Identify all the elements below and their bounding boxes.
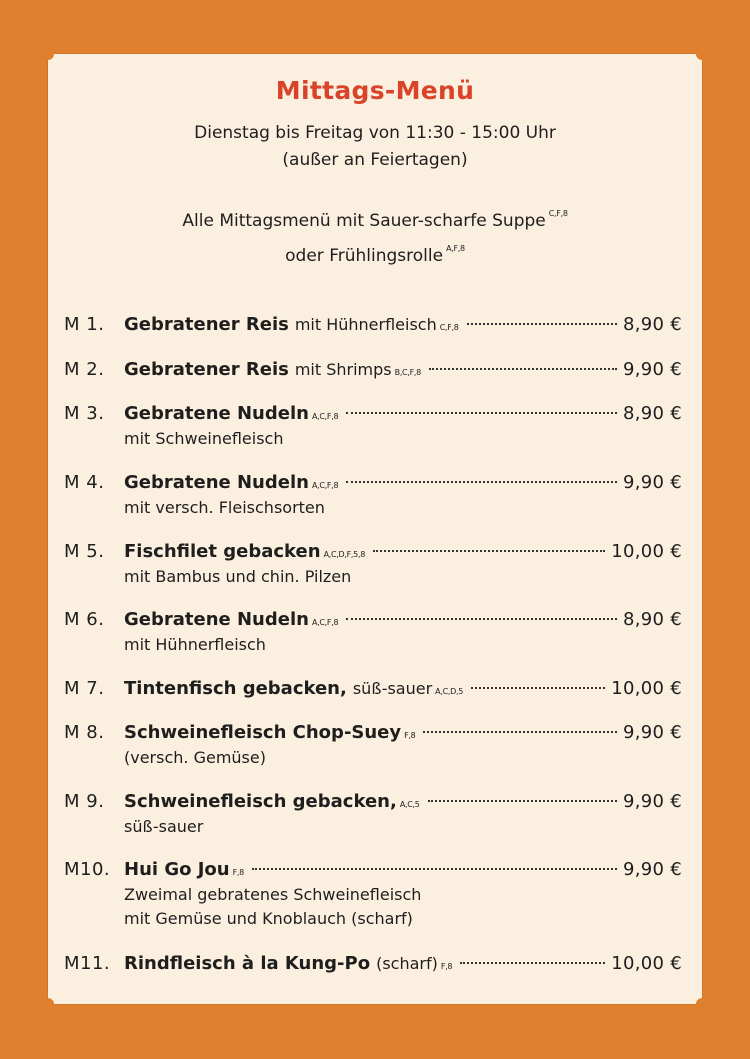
item-price: 9,90 € [622, 859, 682, 880]
item-main-line [124, 401, 682, 427]
item-description [124, 746, 266, 770]
item-main-line [124, 357, 682, 383]
includes-soup-text: Alle Mittagsmenü mit Sauer-scharfe Suppe [182, 211, 546, 231]
item-price: 10,00 € [611, 541, 682, 562]
item-description [124, 496, 325, 520]
menu-item [48, 401, 702, 461]
item-description [124, 633, 266, 657]
item-number: M 8. [64, 722, 105, 743]
item-number: M 2. [64, 359, 105, 380]
includes-springroll-line [48, 235, 702, 270]
dot-leader [467, 323, 617, 325]
item-name: Gebratene Nudeln [124, 609, 309, 630]
item-number: M 6. [64, 609, 105, 630]
item-name: Hui Go Jou [124, 859, 230, 880]
item-suffix: mit Shrimps [294, 360, 392, 379]
description-line: süß-sauer [124, 817, 204, 836]
description-line: mit Bambus und chin. Pilzen [124, 567, 352, 586]
description-line: mit versch. Fleischsorten [124, 498, 325, 517]
item-price: 9,90 € [622, 359, 682, 380]
item-main-line [124, 720, 682, 746]
item-main-line [124, 951, 682, 977]
item-main-line [124, 470, 682, 496]
allergen-codes: A,C,D,5 [435, 687, 464, 696]
item-price: 9,90 € [622, 722, 682, 743]
item-number: M 1. [64, 314, 105, 335]
description-line: mit Hühnerfleisch [124, 635, 266, 654]
description-line: mit Schweinefleisch [124, 429, 284, 448]
dot-leader [429, 368, 617, 370]
item-number: M10. [64, 859, 111, 880]
item-description [124, 565, 351, 589]
item-number: M 9. [64, 791, 105, 812]
item-number: M 7. [64, 678, 105, 699]
item-price: 9,90 € [622, 472, 682, 493]
allergen-codes: A,F,8 [446, 244, 465, 253]
item-main-line [124, 676, 682, 702]
item-description [124, 815, 203, 839]
item-name: Gebratene Nudeln [124, 472, 309, 493]
allergen-codes: A,C,5 [399, 800, 420, 809]
item-main-line [124, 857, 682, 883]
item-price: 8,90 € [622, 403, 682, 424]
menu-item [48, 951, 702, 1011]
allergen-codes: A,C,D,F,5,8 [323, 550, 365, 559]
includes-soup-line [48, 200, 702, 235]
dot-leader [346, 618, 617, 620]
menu-item [48, 607, 702, 667]
item-description [124, 427, 283, 451]
allergen-codes: C,F,8 [548, 209, 568, 218]
dot-leader [373, 550, 605, 552]
menu-includes-note [48, 200, 702, 270]
opening-hours [48, 120, 702, 174]
allergen-codes: B,C,F,8 [394, 368, 421, 377]
item-suffix: mit Hühnerfleisch [294, 315, 437, 334]
dot-leader [460, 962, 605, 964]
item-price: 8,90 € [622, 314, 682, 335]
hours-line: Dienstag bis Freitag von 11:30 - 15:00 Uhr [194, 123, 556, 143]
menu-item [48, 470, 702, 530]
item-main-line [124, 312, 682, 338]
item-number: M 5. [64, 541, 105, 562]
item-main-line [124, 607, 682, 633]
item-number: M 4. [64, 472, 105, 493]
item-price: 9,90 € [622, 791, 682, 812]
item-main-line [124, 539, 682, 565]
allergen-codes: A,C,F,8 [311, 412, 339, 421]
item-price: 10,00 € [611, 953, 682, 974]
item-name: Schweinefleisch gebacken, [124, 791, 397, 812]
menu-item [48, 789, 702, 849]
allergen-codes: F,8 [232, 868, 244, 877]
item-number: M 3. [64, 403, 105, 424]
item-name: Tintenfisch gebacken, [124, 678, 347, 699]
allergen-codes: F,8 [404, 731, 416, 740]
allergen-codes: A,C,F,8 [311, 618, 339, 627]
description-line: Zweimal gebratenes Schweinefleisch [124, 885, 422, 904]
menu-title: Mittags-Menü [275, 76, 475, 105]
item-main-line [124, 789, 682, 815]
item-number: M11. [64, 953, 111, 974]
dot-leader [428, 800, 617, 802]
menu-card [48, 54, 702, 1004]
allergen-codes: C,F,8 [439, 323, 459, 332]
item-price: 8,90 € [622, 609, 682, 630]
dot-leader [346, 481, 617, 483]
menu-item [48, 857, 702, 928]
allergen-codes: F,8 [440, 962, 453, 971]
menu-item [48, 720, 702, 780]
item-name: Schweinefleisch Chop-Suey [124, 722, 402, 743]
item-name: Gebratener Reis [124, 359, 289, 380]
dot-leader [423, 731, 616, 733]
item-price: 10,00 € [611, 678, 682, 699]
item-name: Gebratener Reis [124, 314, 289, 335]
allergen-codes: A,C,F,8 [311, 481, 339, 490]
menu-item [48, 539, 702, 599]
item-suffix: süß-sauer [352, 679, 433, 698]
description-line: (versch. Gemüse) [124, 748, 266, 767]
item-description [124, 883, 421, 931]
item-name: Fischfilet gebacken [124, 541, 321, 562]
dot-leader [471, 687, 605, 689]
item-name: Rindfleisch à la Kung-Po [124, 953, 371, 974]
includes-springroll-text: oder Frühlingsrolle [285, 246, 444, 266]
description-line: mit Gemüse und Knoblauch (scharf) [124, 909, 413, 928]
item-suffix: (scharf) [376, 954, 438, 973]
dot-leader [252, 868, 617, 870]
item-name: Gebratene Nudeln [124, 403, 309, 424]
dot-leader [346, 412, 617, 414]
holiday-note: (außer an Feiertagen) [282, 150, 468, 170]
